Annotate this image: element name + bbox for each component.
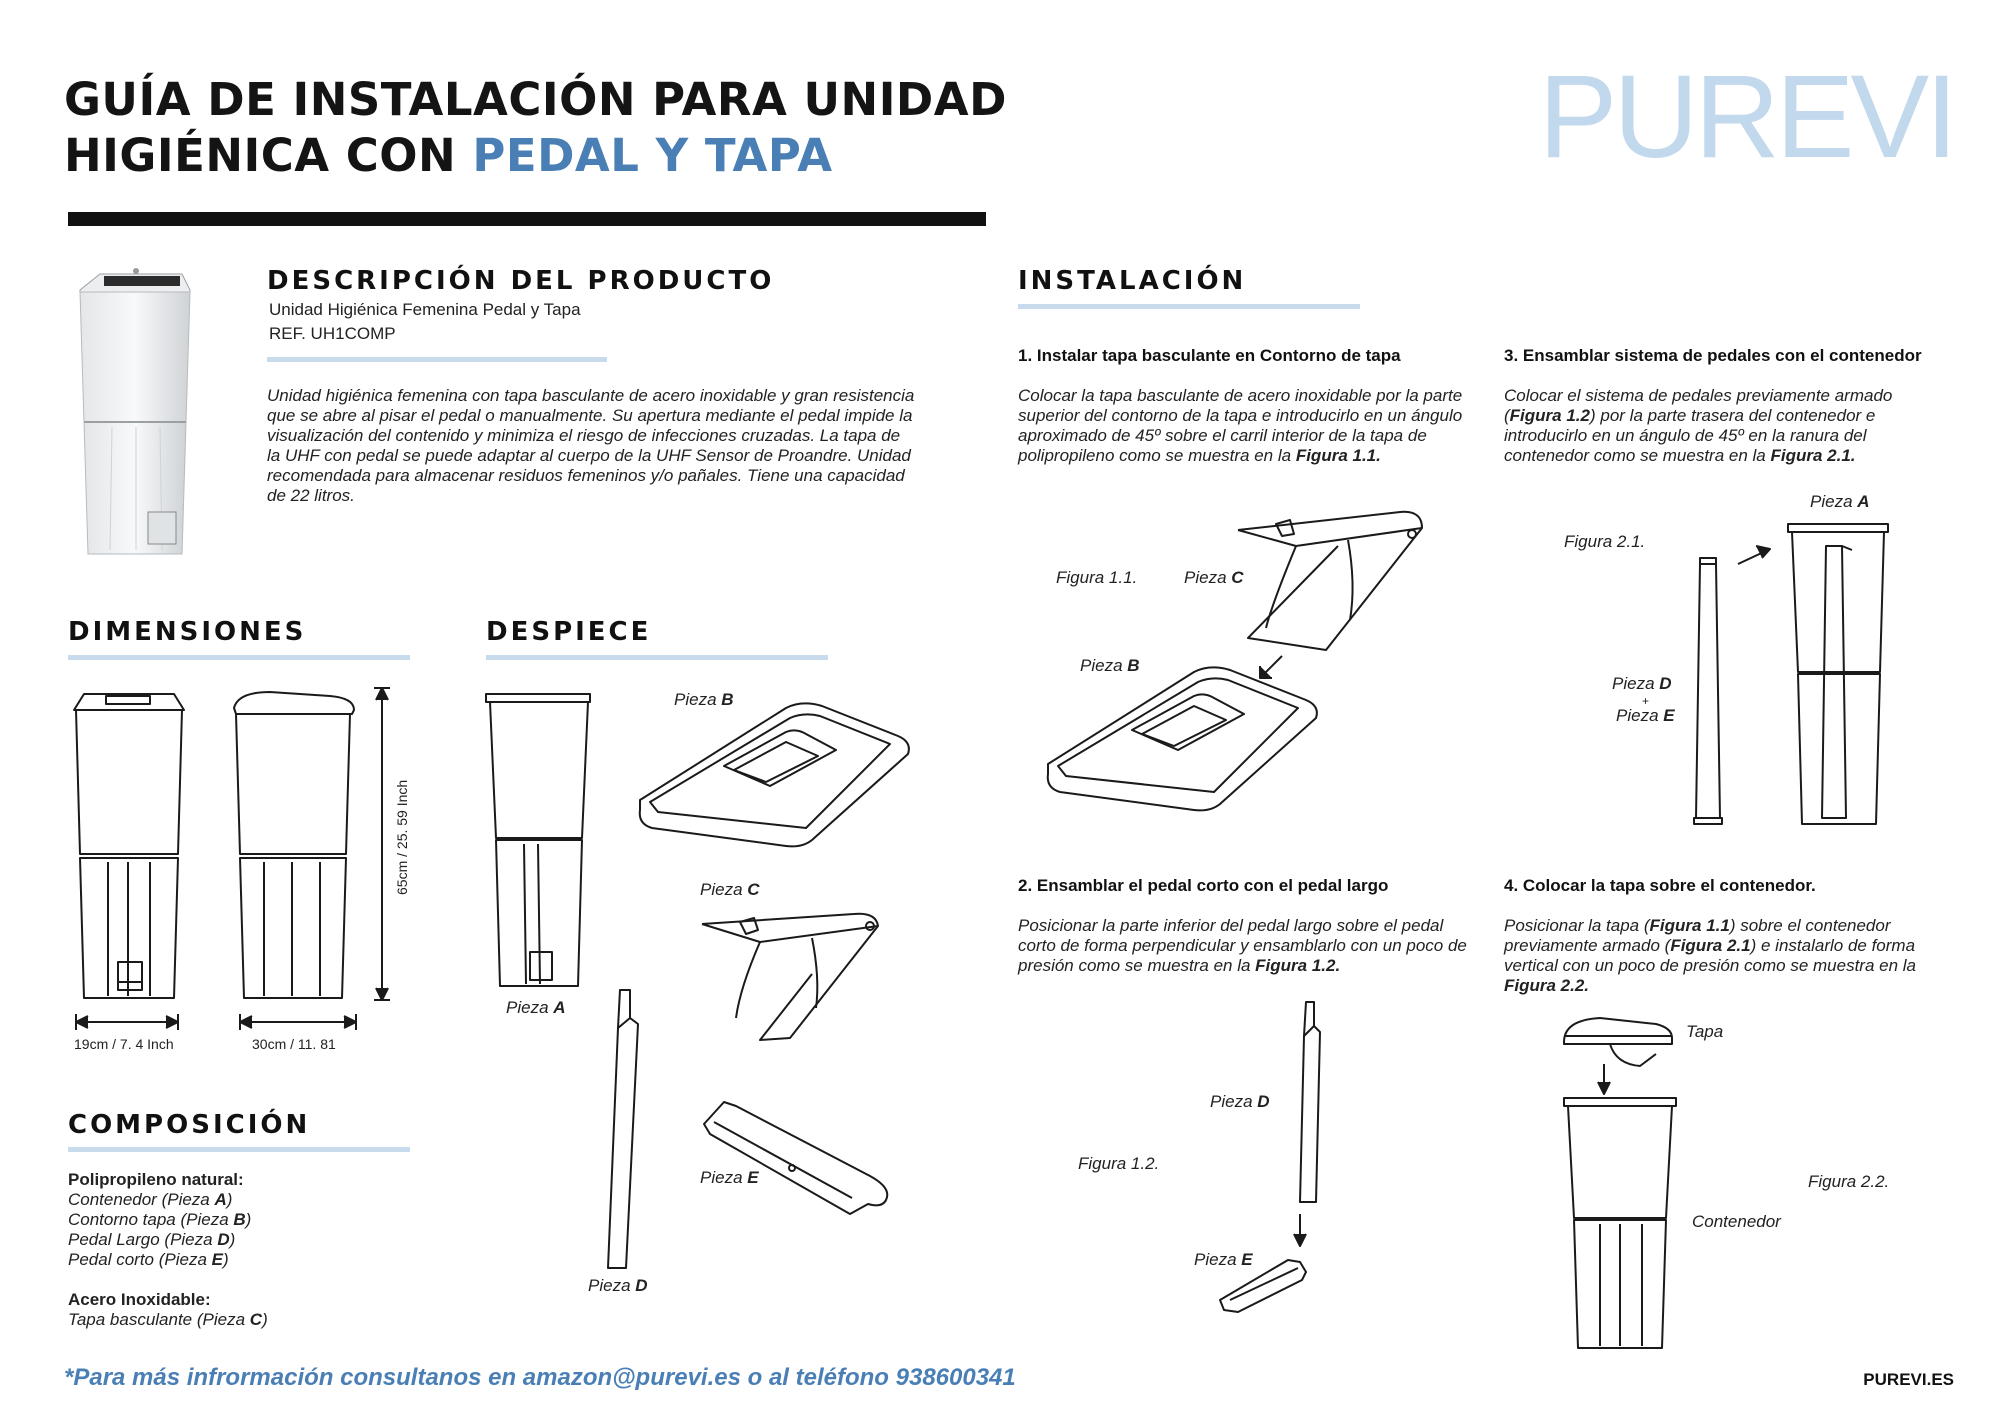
width-arrow-front [74, 1012, 180, 1032]
composition-item: Pedal Largo (Pieza D) [68, 1230, 236, 1249]
composition-group-2-title: Acero Inoxidable: [68, 1290, 211, 1309]
product-photo [70, 262, 200, 562]
figure-2-1-container [1786, 522, 1890, 828]
piece-b-label: Pieza B [674, 690, 734, 709]
figure-1-2-pedal-short [1218, 1256, 1308, 1316]
piece-e-label: Pieza E [700, 1168, 759, 1187]
piece-d-drawing [600, 988, 644, 1272]
installation-heading: INSTALACIÓN [1018, 266, 1247, 296]
composition-group-1-title: Polipropileno natural: [68, 1170, 244, 1189]
composition-item: Pedal corto (Pieza E) [68, 1250, 229, 1269]
contact-note: *Para más infrormación consultanos en amazon@purevi.es o al teléfono 938600341 [64, 1364, 1016, 1391]
width-arrow-side [238, 1012, 358, 1032]
width-front-label: 19cm / 7. 4 Inch [74, 1036, 174, 1052]
title-line-2 [64, 128, 1007, 184]
step-3-piece-d-label: Pieza D [1612, 674, 1672, 693]
step-3-title: 3. Ensamblar sistema de pedales con el contenedor [1504, 346, 1922, 365]
step-1-piece-c-label: Pieza C [1184, 568, 1244, 587]
title-divider [68, 212, 986, 226]
figure-2-2-arrow [1594, 1062, 1614, 1096]
contenedor-label: Contenedor [1692, 1212, 1781, 1231]
step-3-piece-a-label: Pieza A [1810, 492, 1870, 511]
step-2-piece-e-label: Pieza E [1194, 1250, 1253, 1269]
brand-logo: PUREVI [1538, 51, 1954, 183]
dimensions-heading: DIMENSIONES [68, 617, 307, 647]
product-description: Unidad higiénica femenina con tapa basculante de acero inoxidable y gran resistencia que se abre al pisar el pedal o manualmente. Su apertura mediante el pedal impide la visualización del contenido y minimiza el riesgo de infecciones cruzadas. La tapa de la UHF con pedal se puede adaptar al cuerpo de la UHF Sensor de Proandre. Unidad recomendada para almacenar residuos femeninos y/o pañales. Tiene una capacidad de 22 litros. [267, 386, 915, 505]
title-accent: PEDAL Y TAPA [472, 129, 833, 182]
step-2-body: Posicionar la parte inferior del pedal largo sobre el pedal corto de forma perpendicular y ensamblarlo con un poco de presión como se muestra en la Figura 1.2. [1018, 916, 1467, 975]
tapa-label: Tapa [1686, 1022, 1724, 1041]
step-1-body: Colocar la tapa basculante de acero inoxidable por la parte superior del contorno de la tapa e introducirlo en un ángulo aproximado de 45º sobre el carril interior de la tapa de polipropileno como se muestra en la Figura 1.1. [1018, 386, 1463, 465]
composition-item: Contorno tapa (Pieza B) [68, 1210, 252, 1229]
figure-1-2-arrow [1290, 1212, 1310, 1248]
step-3-piece-e-label: Pieza E [1616, 706, 1675, 725]
step-2-title: 2. Ensamblar el pedal corto con el pedal largo [1018, 876, 1389, 895]
composition-item: Contenedor (Pieza A) [68, 1190, 233, 1209]
composition-group-2 [68, 1310, 268, 1330]
piece-e-drawing [700, 1096, 894, 1216]
piece-c-drawing [700, 908, 890, 1044]
figure-1-1-contour-drawing [1044, 664, 1324, 814]
product-ref: REF. UH1COMP [269, 324, 396, 343]
figure-1-1-label: Figura 1.1. [1056, 568, 1138, 587]
website-link[interactable]: PUREVI.ES [1863, 1370, 1954, 1389]
despiece-heading: DESPIECE [486, 617, 652, 647]
installation-underline [1018, 304, 1360, 309]
product-subtitle: Unidad Higiénica Femenina Pedal y Tapa [269, 300, 581, 319]
description-heading: DESCRIPCIÓN DEL PRODUCTO [267, 266, 775, 296]
piece-b-drawing [636, 700, 916, 850]
piece-c-label: Pieza C [700, 880, 760, 899]
front-view-drawing [70, 686, 190, 1006]
height-label: 65cm / 25. 59 Inch [394, 779, 410, 895]
piece-a-label: Pieza A [506, 998, 566, 1017]
composition-underline [68, 1147, 410, 1152]
composition-heading: COMPOSICIÓN [68, 1110, 311, 1140]
piece-a-drawing [484, 690, 594, 990]
width-side-label: 30cm / 11. 81 [252, 1036, 336, 1052]
figure-1-1-tapa-drawing [1236, 504, 1426, 654]
figure-1-2-label: Figura 1.2. [1078, 1154, 1160, 1173]
step-4-title: 4. Colocar la tapa sobre el contenedor. [1504, 876, 1816, 895]
composition-group-1 [68, 1190, 268, 1270]
figure-2-2-container [1562, 1096, 1678, 1352]
page-title [64, 72, 1007, 184]
title-plain: HIGIÉNICA CON [64, 129, 473, 182]
plus-sign: + [1642, 694, 1650, 708]
step-1-title: 1. Instalar tapa basculante en Contorno de tapa [1018, 346, 1401, 365]
title-line-1: GUÍA DE INSTALACIÓN PARA UNIDAD [64, 73, 1007, 126]
figure-2-1-label: Figura 2.1. [1564, 532, 1646, 551]
dimensions-underline [68, 655, 410, 660]
step-4-body: Posicionar la tapa (Figura 1.1) sobre el contenedor previamente armado (Figura 2.1) e instalarlo de forma vertical con un poco de presión como se muestra en la Figura 2.2. [1504, 916, 1917, 995]
figure-2-2-lid [1560, 1014, 1676, 1070]
composition-list [68, 1170, 268, 1330]
step-2-piece-d-label: Pieza D [1210, 1092, 1270, 1111]
side-view-drawing [230, 686, 360, 1006]
figure-2-2-label: Figura 2.2. [1808, 1172, 1890, 1191]
piece-d-label: Pieza D [588, 1276, 648, 1295]
composition-item: Tapa basculante (Pieza C) [68, 1310, 268, 1329]
step-3-body: Colocar el sistema de pedales previamente armado (Figura 1.2) por la parte trasera del contenedor e introducirlo en un ángulo de 45º en la ranura del contenedor como se muestra en la Figura 2.1. [1504, 386, 1893, 465]
figure-2-1-arrow [1736, 544, 1772, 566]
description-underline [267, 357, 607, 362]
despiece-underline [486, 655, 828, 660]
step-1-piece-b-label: Pieza B [1080, 656, 1140, 675]
figure-1-2-pedal-long [1286, 1000, 1326, 1206]
figure-2-1-pedal-system [1690, 556, 1726, 828]
height-arrow [372, 686, 392, 1002]
